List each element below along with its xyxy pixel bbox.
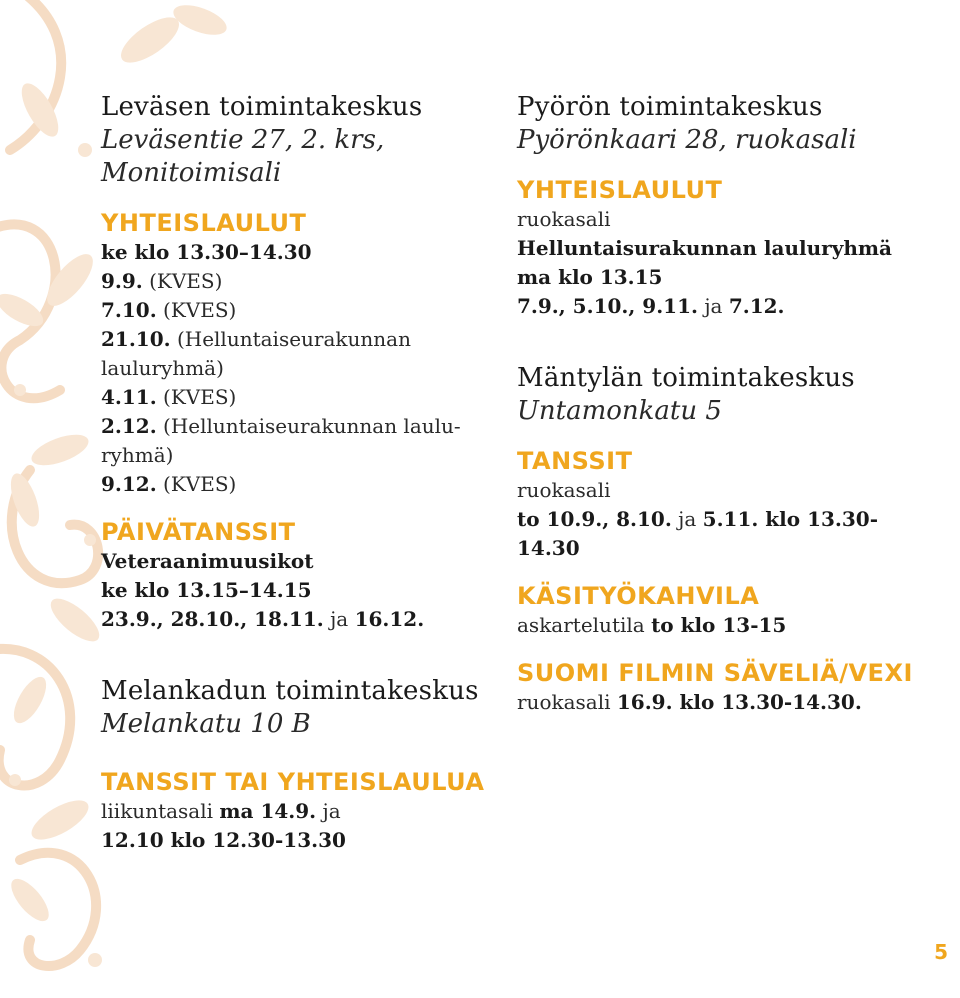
conjunction: ja <box>316 799 341 823</box>
dates: 7.9., 5.10., 9.11. <box>517 294 698 318</box>
note: (KVES) <box>156 298 237 322</box>
event-date <box>101 383 491 412</box>
mantylan-section <box>517 361 937 717</box>
section-heading: KÄSITYÖKAHVILA <box>517 582 760 610</box>
dates: 23.9., 28.10., 18.11. <box>101 607 324 631</box>
event-date <box>101 412 491 441</box>
note: (Helluntaiseurakunnan laulu- <box>156 414 461 438</box>
venue-address-line2: Monitoimisali <box>101 158 282 188</box>
event-date <box>101 470 491 499</box>
group-name: Helluntaisurakunnan lauluryhmä <box>517 236 892 260</box>
venue-name: Mäntylän toimintakeskus <box>517 363 855 393</box>
date: 7.12. <box>728 294 785 318</box>
date: 9.12. <box>101 472 157 496</box>
venue-address: Untamonkatu 5 <box>517 396 722 426</box>
note-continued: ryhmä) <box>101 443 174 467</box>
right-column <box>517 90 937 747</box>
time: to klo 13-15 <box>651 613 787 637</box>
event-info <box>101 797 491 826</box>
place: ruokasali <box>517 690 617 714</box>
event-date <box>101 296 491 325</box>
event-date <box>101 267 491 296</box>
event-dates <box>517 505 937 534</box>
date: 9.9. <box>101 269 143 293</box>
event-time: 12.10 klo 12.30-13.30 <box>101 828 346 852</box>
date: 7.10. <box>101 298 157 322</box>
levanen-section <box>101 90 491 634</box>
section-heading: TANSSIT TAI YHTEISLAULUA <box>101 768 485 796</box>
place: ruokasali <box>517 207 611 231</box>
note: (KVES) <box>156 472 237 496</box>
venue-name: Melankadun toimintakeskus <box>101 676 479 706</box>
event-date <box>101 325 491 354</box>
note: (KVES) <box>142 269 223 293</box>
venue-address: Pyörönkaari 28, ruokasali <box>517 125 857 155</box>
event-time: ke klo 13.30–14.30 <box>101 240 312 264</box>
venue-name: Leväsen toimintakeskus <box>101 92 423 122</box>
event-dates <box>101 605 491 634</box>
event-info <box>517 611 937 640</box>
note: (Helluntaiseurakunnan <box>170 327 411 351</box>
date: 2.12. <box>101 414 157 438</box>
venue-address: Leväsentie 27, 2. krs, <box>101 125 385 155</box>
section-heading: TANSSIT <box>517 447 633 475</box>
date: 4.11. <box>101 385 157 409</box>
event-time: ma klo 13.15 <box>517 265 663 289</box>
section-heading: SUOMI FILMIN SÄVELIÄ/VEXI <box>517 659 913 687</box>
band-name: Veteraanimuusikot <box>101 549 314 573</box>
section-heading: YHTEISLAULUT <box>101 209 307 237</box>
date: ma 14.9. <box>219 799 317 823</box>
conjunction: ja <box>697 294 729 318</box>
venue-address: Melankatu 10 B <box>101 709 311 739</box>
note: (KVES) <box>156 385 237 409</box>
event-info <box>517 688 937 717</box>
date: 16.12. <box>354 607 425 631</box>
event-dates <box>517 292 937 321</box>
place: ruokasali <box>517 478 611 502</box>
place: askartelutila <box>517 613 652 637</box>
note-continued: lauluryhmä) <box>101 356 224 380</box>
section-heading: YHTEISLAULUT <box>517 176 723 204</box>
left-column <box>101 90 491 885</box>
place: liikuntasali <box>101 799 220 823</box>
conjunction: ja <box>323 607 355 631</box>
time: 16.9. klo 13.30-14.30. <box>616 690 862 714</box>
pyoron-section <box>517 90 937 321</box>
time: 5.11. klo 13.30- <box>702 507 878 531</box>
date: 21.10. <box>101 327 171 351</box>
dates: to 10.9., 8.10. <box>517 507 672 531</box>
time-continued: 14.30 <box>517 536 580 560</box>
event-time: ke klo 13.15–14.15 <box>101 578 312 602</box>
section-heading: PÄIVÄTANSSIT <box>101 518 296 546</box>
page-number: 5 <box>934 940 948 964</box>
conjunction: ja <box>671 507 703 531</box>
venue-name: Pyörön toimintakeskus <box>517 92 823 122</box>
melankadun-section <box>101 674 491 855</box>
